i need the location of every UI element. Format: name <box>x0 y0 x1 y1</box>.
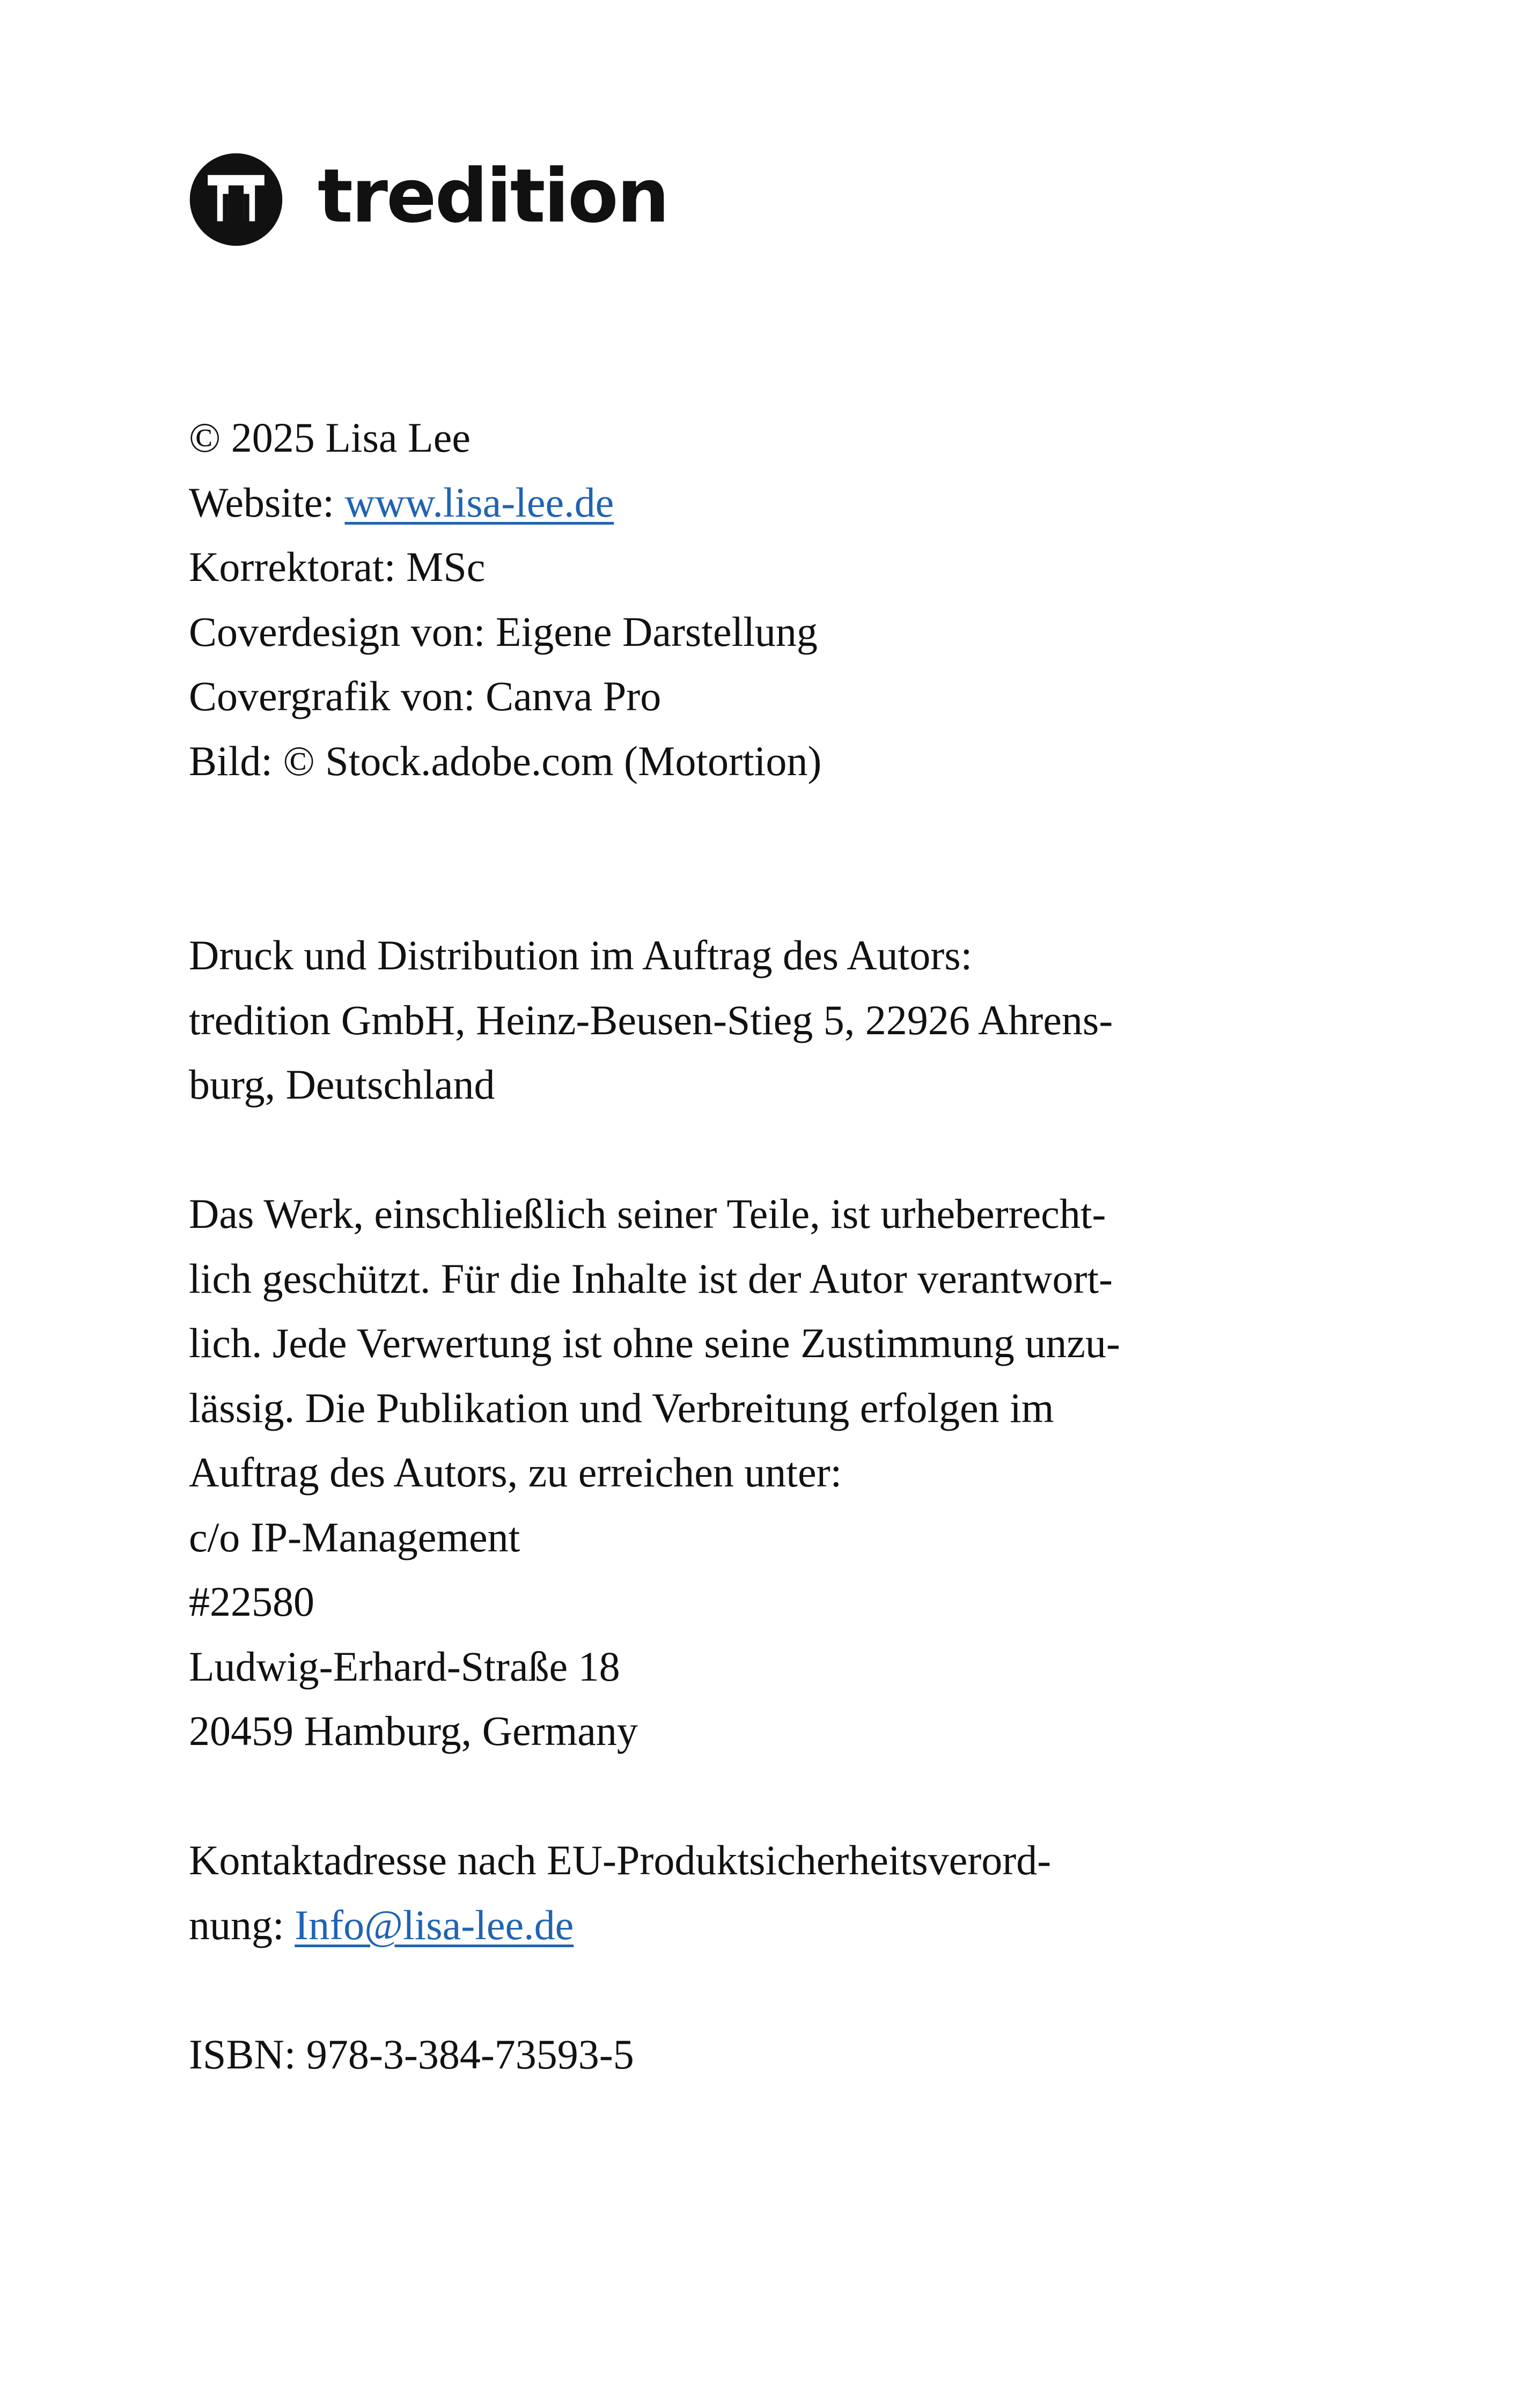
cover-design-line: Coverdesign von: Eigene Darstellung <box>189 608 818 655</box>
print-line: burg, Deutschland <box>189 1061 495 1108</box>
isbn-line: ISBN: 978-3-384-73593-5 <box>189 2031 634 2078</box>
cover-graphic-line: Covergrafik von: Canva Pro <box>189 673 662 719</box>
copyright-line: © 2025 Lisa Lee <box>189 414 471 461</box>
rights-line: lich geschützt. Für die Inhalte ist der Autor verantwort- <box>189 1255 1113 1302</box>
address-line: Ludwig-Erhard-Straße 18 <box>189 1643 620 1690</box>
contact-block <box>189 1828 1342 1957</box>
contact-label: nung: <box>189 1901 295 1948</box>
credits-block <box>189 406 1342 793</box>
contact-line: Kontaktadresse nach EU-Produktsicherheitsverord- <box>189 1837 1052 1883</box>
print-line: tredition GmbH, Heinz-Beusen-Stieg 5, 22926 Ahrens- <box>189 996 1113 1043</box>
rights-line: lich. Jede Verwertung ist ohne seine Zustimmung unzu- <box>189 1320 1120 1366</box>
contact-email-line <box>189 1893 1342 1958</box>
print-line: Druck und Distribution im Auftrag des Autors: <box>189 932 973 978</box>
address-line: c/o IP-Management <box>189 1513 520 1560</box>
image-credit-line: Bild: © Stock.adobe.com (Motortion) <box>189 737 822 784</box>
email-link[interactable]: Info@lisa-lee.de <box>295 1901 574 1948</box>
tredition-logo-icon <box>189 152 283 247</box>
copyright-notice-block <box>189 1182 1342 1764</box>
website-link[interactable]: www.lisa-lee.de <box>344 478 614 526</box>
website-label: Website: <box>189 478 345 526</box>
address-line: 20459 Hamburg, Germany <box>189 1707 638 1754</box>
rights-line: Auftrag des Autors, zu erreichen unter: <box>189 1449 842 1496</box>
print-distribution-block <box>189 923 1342 1117</box>
publisher-logo <box>189 151 668 248</box>
rights-line: Das Werk, einschließlich seiner Teile, ist urheberrecht- <box>189 1190 1106 1237</box>
proofreading-line: Korrektorat: MSc <box>189 543 486 590</box>
website-line <box>189 470 1342 535</box>
rights-line: lässig. Die Publikation und Verbreitung erfolgen im <box>189 1384 1054 1431</box>
logo-wordmark: tredition <box>318 153 668 239</box>
isbn-block <box>189 2022 1342 2087</box>
address-line: #22580 <box>189 1578 314 1625</box>
